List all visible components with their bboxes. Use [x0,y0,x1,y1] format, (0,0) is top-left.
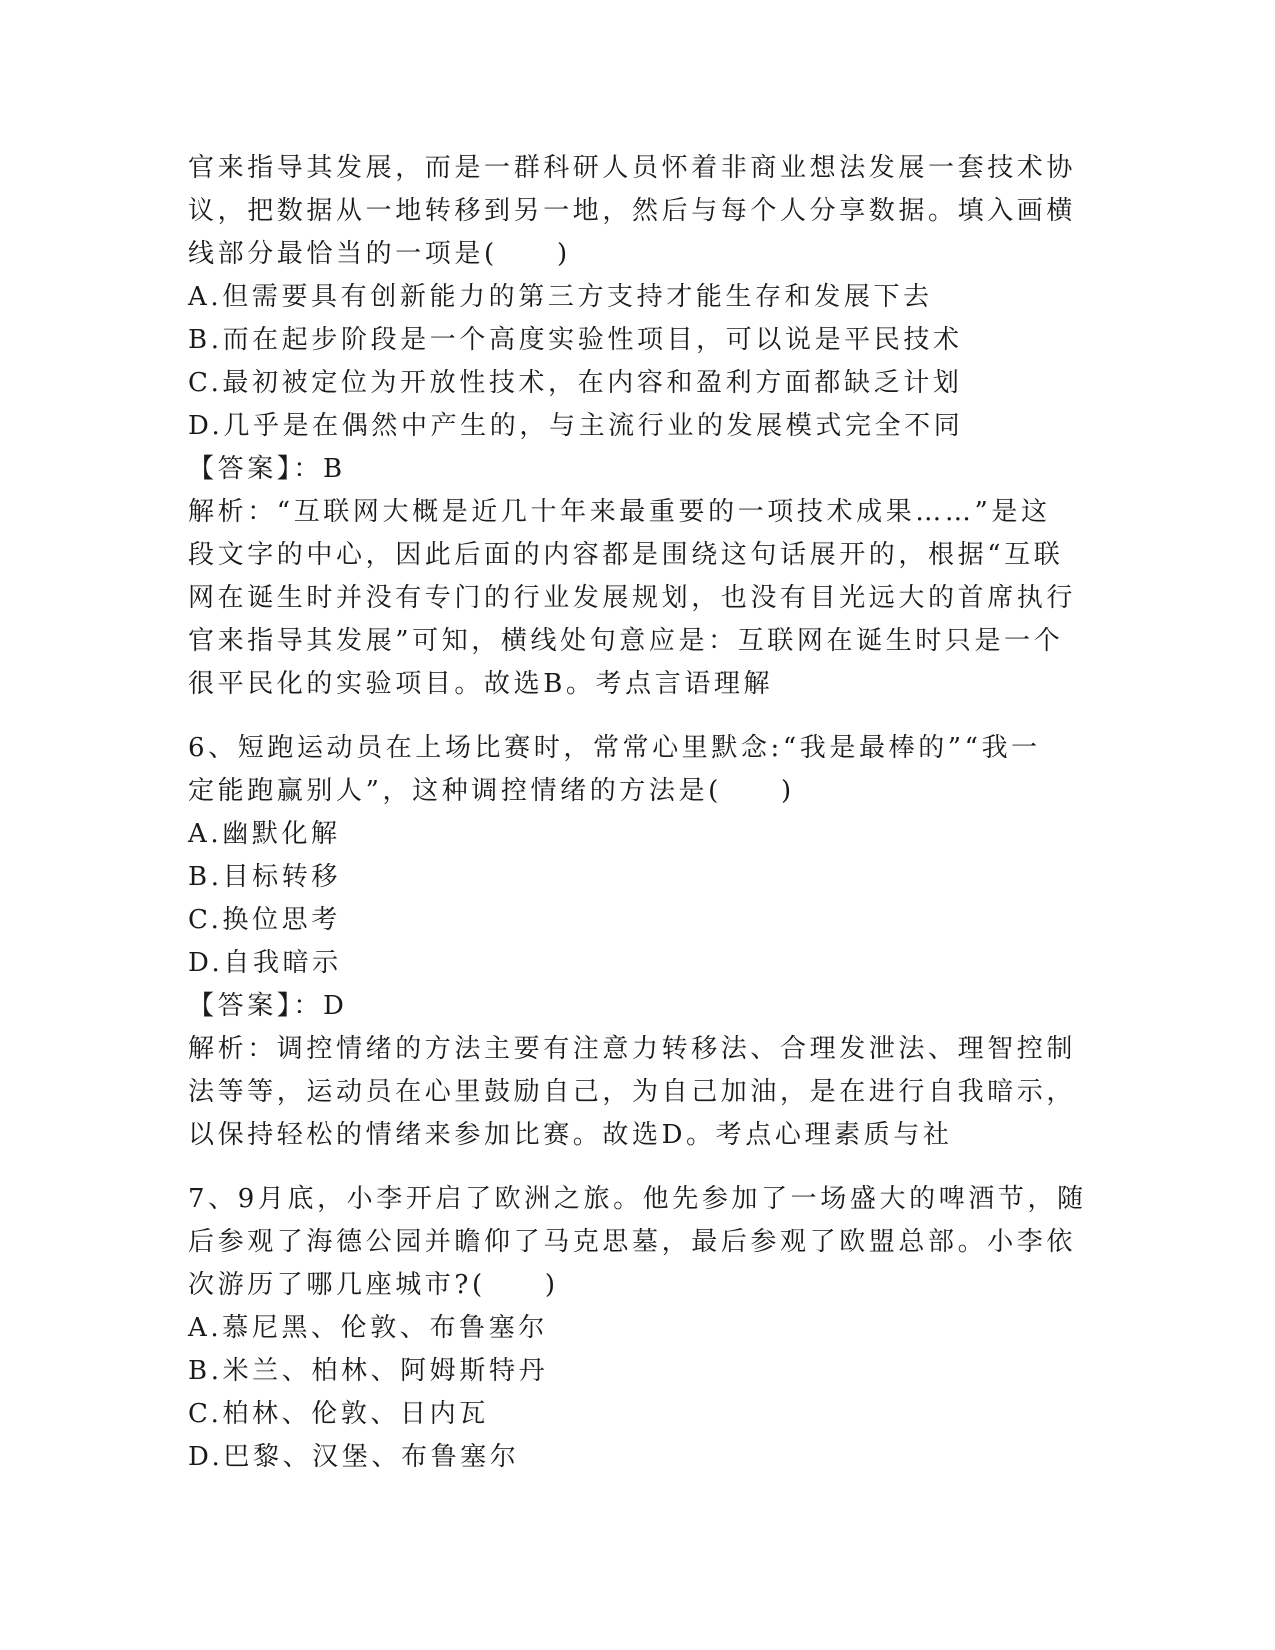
option-c: C.柏林、伦敦、日内瓦 [188,1399,489,1429]
answer-line: 【答案】：B [188,454,346,484]
question-text-line: 6、短跑运动员在上场比赛时，常常心里默念:“我是最棒的”“我一 [188,733,1041,763]
question-text-line: 官来指导其发展，而是一群科研人员怀着非商业想法发展一套技术协 [188,153,1077,183]
question-text-line: 议，把数据从一地转移到另一地，然后与每个人分享数据。填入画横 [188,196,1077,226]
option-d: D.巴黎、汉堡、布鲁塞尔 [188,1442,520,1472]
explanation-line: 段文字的中心，因此后面的内容都是围绕这句话展开的，根据“互联 [188,540,1064,570]
question-prompt-line: 定能跑赢别人”，这种调控情绪的方法是( ) [188,776,795,806]
option-c: C.最初被定位为开放性技术，在内容和盈利方面都缺乏计划 [188,368,963,398]
explanation-line: 解析：调控情绪的方法主要有注意力转移法、合理发泄法、理智控制 [188,1034,1077,1064]
option-b: B.而在起步阶段是一个高度实验性项目，可以说是平民技术 [188,325,963,355]
option-a: A.但需要具有创新能力的第三方支持才能生存和发展下去 [188,282,933,312]
question-5-continued [188,147,1077,706]
question-text-line: 后参观了海德公园并瞻仰了马克思墓，最后参观了欧盟总部。小李依 [188,1227,1077,1257]
question-6 [188,727,1077,1157]
question-prompt-line: 线部分最恰当的一项是( ) [188,239,571,269]
option-a: A.幽默化解 [188,819,341,849]
option-d: D.自我暗示 [188,948,342,978]
option-b: B.米兰、柏林、阿姆斯特丹 [188,1356,549,1386]
question-prompt-line: 次游历了哪几座城市?( ) [188,1270,559,1300]
option-c: C.换位思考 [188,905,341,935]
explanation-line: 网在诞生时并没有专门的行业发展规划，也没有目光远大的首席执行 [188,583,1077,613]
explanation-line: 很平民化的实验项目。故选B。考点言语理解 [188,669,774,699]
explanation-line: 官来指导其发展”可知，横线处句意应是：互联网在诞生时只是一个 [188,626,1064,656]
explanation-line: 解析：“互联网大概是近几十年来最重要的一项技术成果……”是这 [188,497,1051,527]
question-7 [188,1178,1087,1479]
answer-line: 【答案】：D [188,991,348,1021]
explanation-line: 以保持轻松的情绪来参加比赛。故选D。考点心理素质与社 [188,1120,953,1150]
explanation-line: 法等等，运动员在心里鼓励自己，为自己加油，是在进行自我暗示， [188,1077,1077,1107]
option-a: A.慕尼黑、伦敦、布鲁塞尔 [188,1313,548,1343]
option-b: B.目标转移 [188,862,341,892]
option-d: D.几乎是在偶然中产生的，与主流行业的发展模式完全不同 [188,411,964,441]
document-body [188,147,1087,1479]
question-text-line: 7、9月底，小李开启了欧洲之旅。他先参加了一场盛大的啤酒节，随 [188,1184,1087,1214]
